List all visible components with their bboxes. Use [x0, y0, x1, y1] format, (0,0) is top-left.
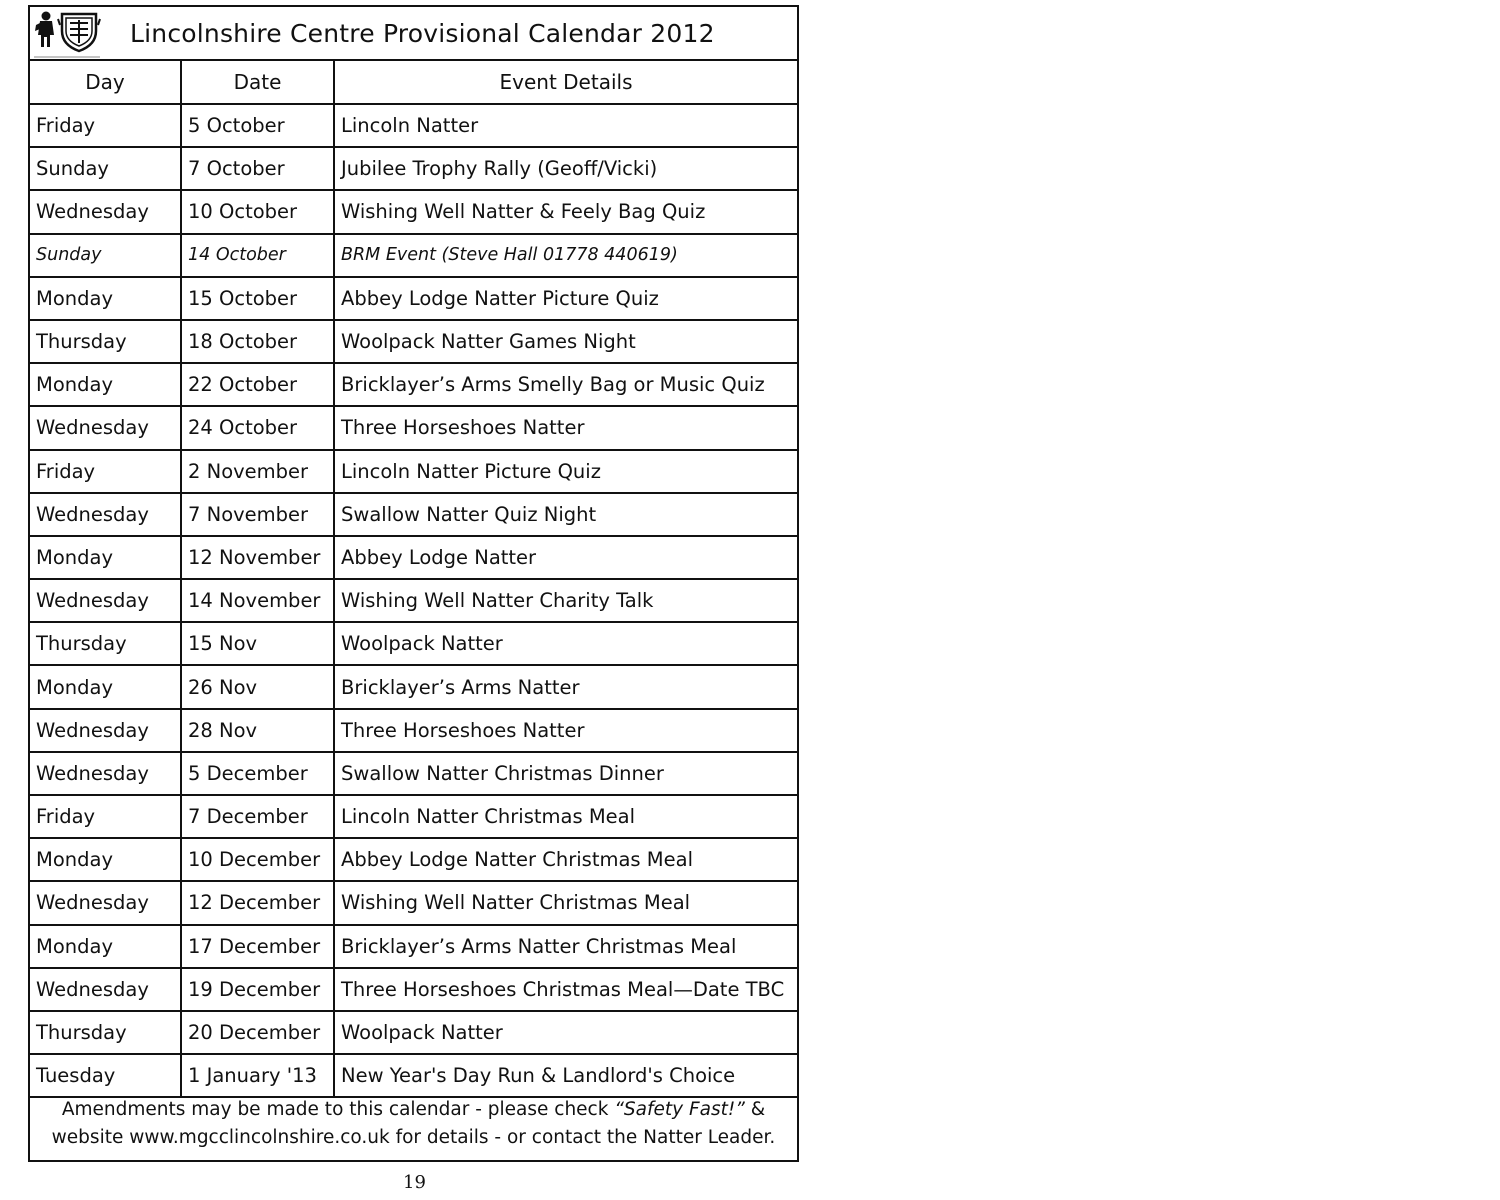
cell-date: 5 October [181, 104, 334, 147]
footer-line-1 [30, 1096, 797, 1124]
footer-text: Amendments may be made to this calendar - please check [61, 1099, 615, 1120]
cell-date: 18 October [181, 320, 334, 363]
table-row [30, 665, 797, 708]
table-row [30, 838, 797, 881]
cell-date: 19 December [181, 968, 334, 1011]
cell-date: 17 December [181, 925, 334, 968]
cell-event: Jubilee Trophy Rally (Geoff/Vicki) [334, 147, 797, 190]
cell-event: Bricklayer’s Arms Natter Christmas Meal [334, 925, 797, 968]
cell-event: Wishing Well Natter Charity Talk [334, 579, 797, 622]
table-row [30, 493, 797, 536]
table-body [30, 104, 797, 1097]
cell-date: 7 November [181, 493, 334, 536]
cell-day: Sunday [30, 147, 181, 190]
cell-day: Monday [30, 363, 181, 406]
cell-date: 1 January '13 [181, 1054, 334, 1097]
table-row [30, 925, 797, 968]
cell-date: 24 October [181, 406, 334, 449]
table-row [30, 795, 797, 838]
cell-event: Woolpack Natter [334, 1011, 797, 1054]
cell-day: Monday [30, 665, 181, 708]
cell-event: Abbey Lodge Natter [334, 536, 797, 579]
table-row [30, 709, 797, 752]
footer-line-2: website www.mgcclincolnshire.co.uk for details - or contact the Natter Leader. [51, 1127, 776, 1148]
table-row [30, 104, 797, 147]
cell-date: 20 December [181, 1011, 334, 1054]
cell-event: Three Horseshoes Natter [334, 709, 797, 752]
cell-day: Friday [30, 104, 181, 147]
cell-event: Lincoln Natter [334, 104, 797, 147]
cell-date: 15 Nov [181, 622, 334, 665]
cell-day: Thursday [30, 1011, 181, 1054]
cell-day: Wednesday [30, 190, 181, 233]
cell-date: 14 November [181, 579, 334, 622]
table-header-row [30, 61, 797, 104]
column-header-day: Day [30, 61, 181, 104]
cell-day: Monday [30, 277, 181, 320]
calendar-sheet [28, 5, 799, 1162]
column-header-date: Date [181, 61, 334, 104]
cell-event: Swallow Natter Quiz Night [334, 493, 797, 536]
cell-date: 5 December [181, 752, 334, 795]
cell-event: Woolpack Natter Games Night [334, 320, 797, 363]
cell-date: 7 October [181, 147, 334, 190]
table-row [30, 968, 797, 1011]
table-row [30, 536, 797, 579]
table-row [30, 147, 797, 190]
cell-day: Friday [30, 450, 181, 493]
table-row [30, 320, 797, 363]
cell-day: Wednesday [30, 406, 181, 449]
cell-event: Swallow Natter Christmas Dinner [334, 752, 797, 795]
footer-note [30, 1090, 797, 1160]
table-row [30, 622, 797, 665]
cell-event: Abbey Lodge Natter Christmas Meal [334, 838, 797, 881]
cell-day: Monday [30, 925, 181, 968]
cell-day: Tuesday [30, 1054, 181, 1097]
cell-day: Wednesday [30, 709, 181, 752]
cell-day: Wednesday [30, 579, 181, 622]
cell-date: 2 November [181, 450, 334, 493]
cell-date: 12 November [181, 536, 334, 579]
title-bar [30, 7, 797, 61]
table-row [30, 190, 797, 233]
cell-event: Lincoln Natter Picture Quiz [334, 450, 797, 493]
cell-day: Monday [30, 838, 181, 881]
cell-day: Wednesday [30, 493, 181, 536]
cell-date: 14 October [181, 234, 334, 277]
cell-date: 26 Nov [181, 665, 334, 708]
cell-date: 15 October [181, 277, 334, 320]
cell-date: 22 October [181, 363, 334, 406]
cell-day: Thursday [30, 320, 181, 363]
club-crest-icon [32, 9, 102, 61]
cell-event: Wishing Well Natter & Feely Bag Quiz [334, 190, 797, 233]
cell-event: Three Horseshoes Natter [334, 406, 797, 449]
cell-event: Bricklayer’s Arms Smelly Bag or Music Quiz [334, 363, 797, 406]
table-row [30, 752, 797, 795]
table-row [30, 406, 797, 449]
table-row [30, 881, 797, 924]
table-row [30, 1011, 797, 1054]
cell-date: 12 December [181, 881, 334, 924]
cell-day: Wednesday [30, 968, 181, 1011]
cell-day: Thursday [30, 622, 181, 665]
footer-text: & [744, 1099, 766, 1120]
cell-event: Lincoln Natter Christmas Meal [334, 795, 797, 838]
cell-day: Monday [30, 536, 181, 579]
cell-date: 10 October [181, 190, 334, 233]
table-row [30, 234, 797, 277]
cell-date: 10 December [181, 838, 334, 881]
table-row [30, 277, 797, 320]
cell-event: Wishing Well Natter Christmas Meal [334, 881, 797, 924]
column-header-event-details: Event Details [334, 61, 797, 104]
cell-date: 28 Nov [181, 709, 334, 752]
cell-day: Wednesday [30, 881, 181, 924]
cell-day: Sunday [30, 234, 181, 277]
table-row [30, 450, 797, 493]
page-number: 19 [403, 1172, 426, 1193]
cell-day: Friday [30, 795, 181, 838]
cell-event: Three Horseshoes Christmas Meal—Date TBC [334, 968, 797, 1011]
page-title: Lincolnshire Centre Provisional Calendar 2012 [130, 19, 715, 48]
cell-event: BRM Event (Steve Hall 01778 440619) [334, 234, 797, 277]
table-row [30, 579, 797, 622]
cell-event: Woolpack Natter [334, 622, 797, 665]
footer-magazine-name: “Safety Fast!” [614, 1099, 745, 1120]
cell-event: New Year's Day Run & Landlord's Choice [334, 1054, 797, 1097]
cell-date: 7 December [181, 795, 334, 838]
cell-event: Abbey Lodge Natter Picture Quiz [334, 277, 797, 320]
cell-event: Bricklayer’s Arms Natter [334, 665, 797, 708]
calendar-table [30, 61, 797, 1098]
table-row [30, 363, 797, 406]
cell-day: Wednesday [30, 752, 181, 795]
